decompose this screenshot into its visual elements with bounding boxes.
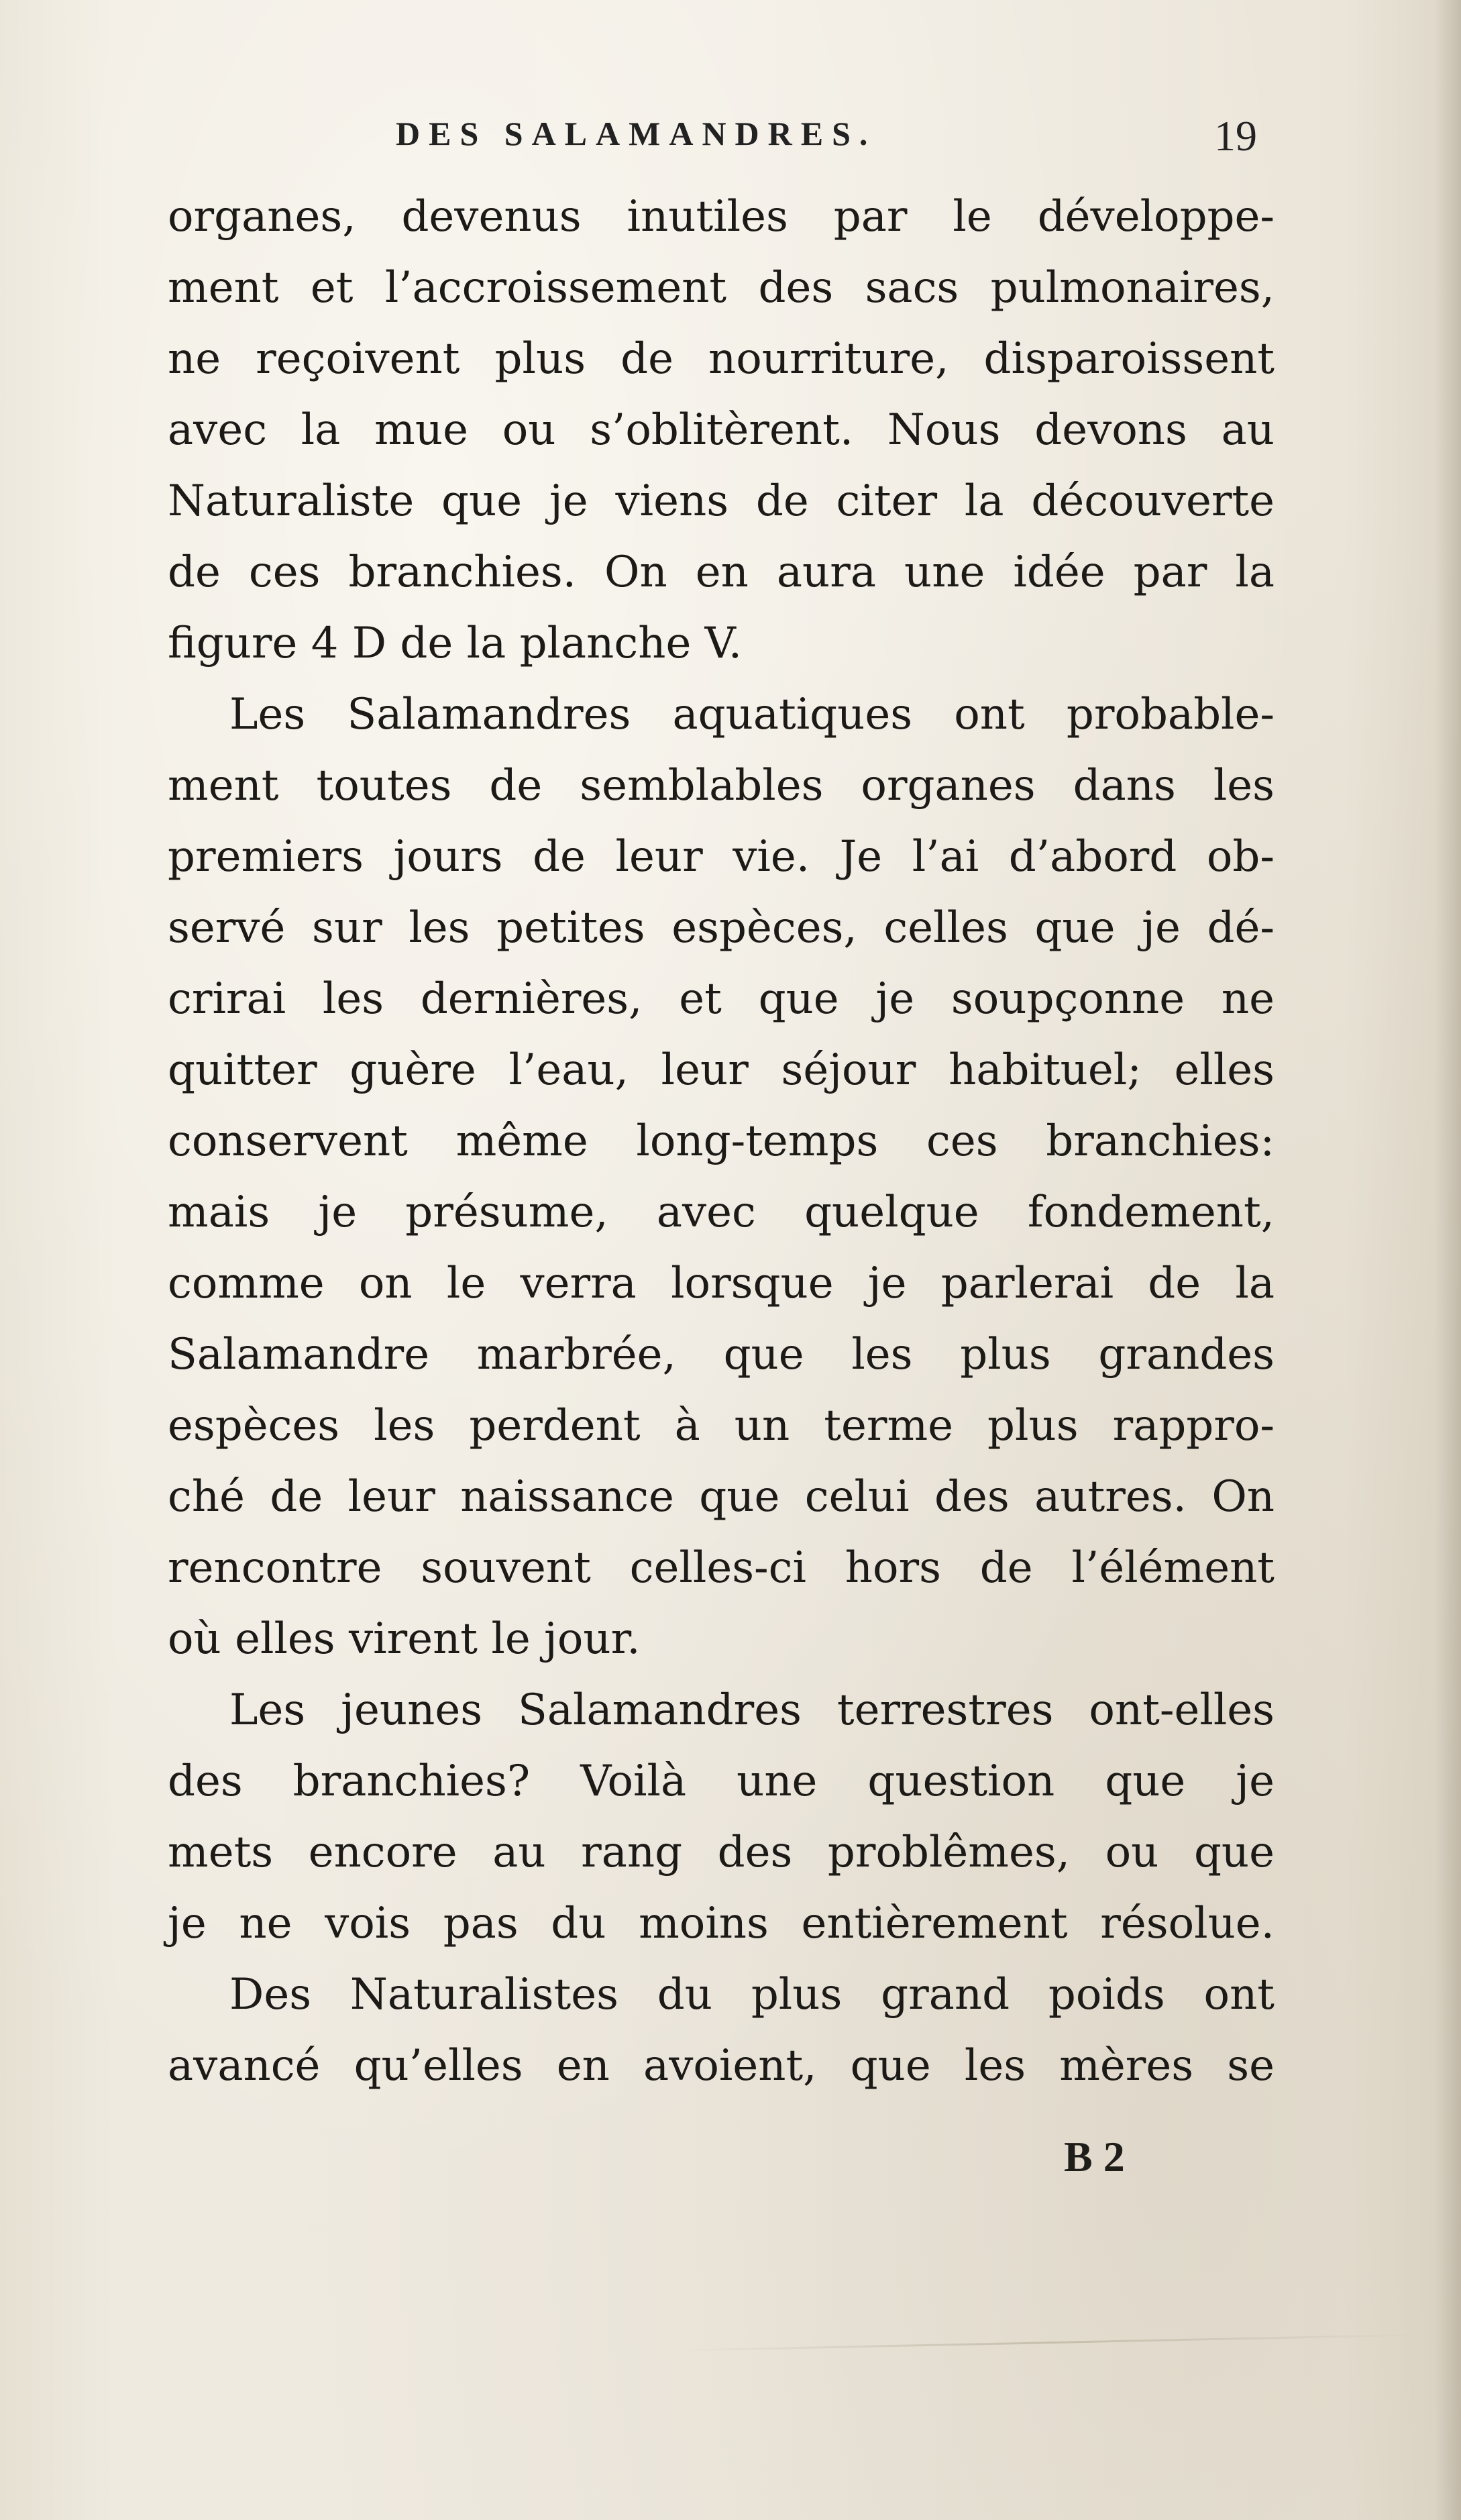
paragraph-2	[168, 679, 1275, 1675]
text-line: Des Naturalistes du plus grand poids ont	[229, 1970, 1275, 2019]
text-line: espèces les perdent à un terme plus rappro-	[168, 1401, 1275, 1451]
text-line: Les jeunes Salamandres terrestres ont-elles	[229, 1685, 1275, 1735]
text-line: conservent même long-temps ces branchies:	[168, 1116, 1275, 1166]
text-line: quitter guère l’eau, leur séjour habituel; elles	[168, 1045, 1275, 1095]
text-line: ment et l’accroissement des sacs pulmonaires,	[168, 263, 1275, 313]
text-line: ment toutes de semblables organes dans les	[168, 761, 1275, 810]
text-line: des branchies? Voilà une question que je	[168, 1756, 1275, 1806]
text-line: rencontre souvent celles-ci hors de l’élément	[168, 1543, 1275, 1593]
paper-crease	[684, 2333, 1422, 2351]
signature-mark: B 2	[1064, 2133, 1125, 2181]
page-edge-shadow	[1434, 0, 1461, 2520]
text-line: avancé qu’elles en avoient, que les mères se	[168, 2041, 1275, 2091]
paragraph-4	[168, 1959, 1275, 2101]
text-line: Les Salamandres aquatiques ont probable-	[229, 690, 1275, 739]
running-title: DES SALAMANDRES.	[396, 115, 877, 152]
body-text	[168, 181, 1275, 2101]
text-line: je ne vois pas du moins entièrement résolue.	[168, 1899, 1275, 1948]
text-line: ne reçoivent plus de nourriture, disparoissent	[168, 334, 1275, 384]
page-number: 19	[1214, 112, 1257, 160]
paragraph-1	[168, 181, 1275, 679]
text-line: de ces branchies. On en aura une idée par la	[168, 547, 1275, 597]
text-line: premiers jours de leur vie. Je l’ai d’abord ob-	[168, 832, 1275, 882]
text-line: crirai les dernières, et que je soupçonne ne	[168, 974, 1275, 1024]
text-line: figure 4 D de la planche V.	[168, 619, 743, 668]
text-line: avec la mue ou s’oblitèrent. Nous devons au	[168, 405, 1275, 455]
text-line: où elles virent le jour.	[168, 1614, 641, 1664]
text-line: comme on le verra lorsque je parlerai de la	[168, 1259, 1275, 1308]
text-line: servé sur les petites espèces, celles que je dé-	[168, 903, 1275, 953]
text-line: organes, devenus inutiles par le développe-	[168, 192, 1275, 242]
paragraph-3	[168, 1675, 1275, 1959]
text-line: mets encore au rang des problêmes, ou que	[168, 1828, 1275, 1877]
text-line: mais je présume, avec quelque fondement,	[168, 1188, 1275, 1237]
text-line: ché de leur naissance que celui des autres. On	[168, 1472, 1275, 1522]
text-line: Salamandre marbrée, que les plus grandes	[168, 1330, 1275, 1379]
text-line: Naturaliste que je viens de citer la découverte	[168, 476, 1275, 526]
